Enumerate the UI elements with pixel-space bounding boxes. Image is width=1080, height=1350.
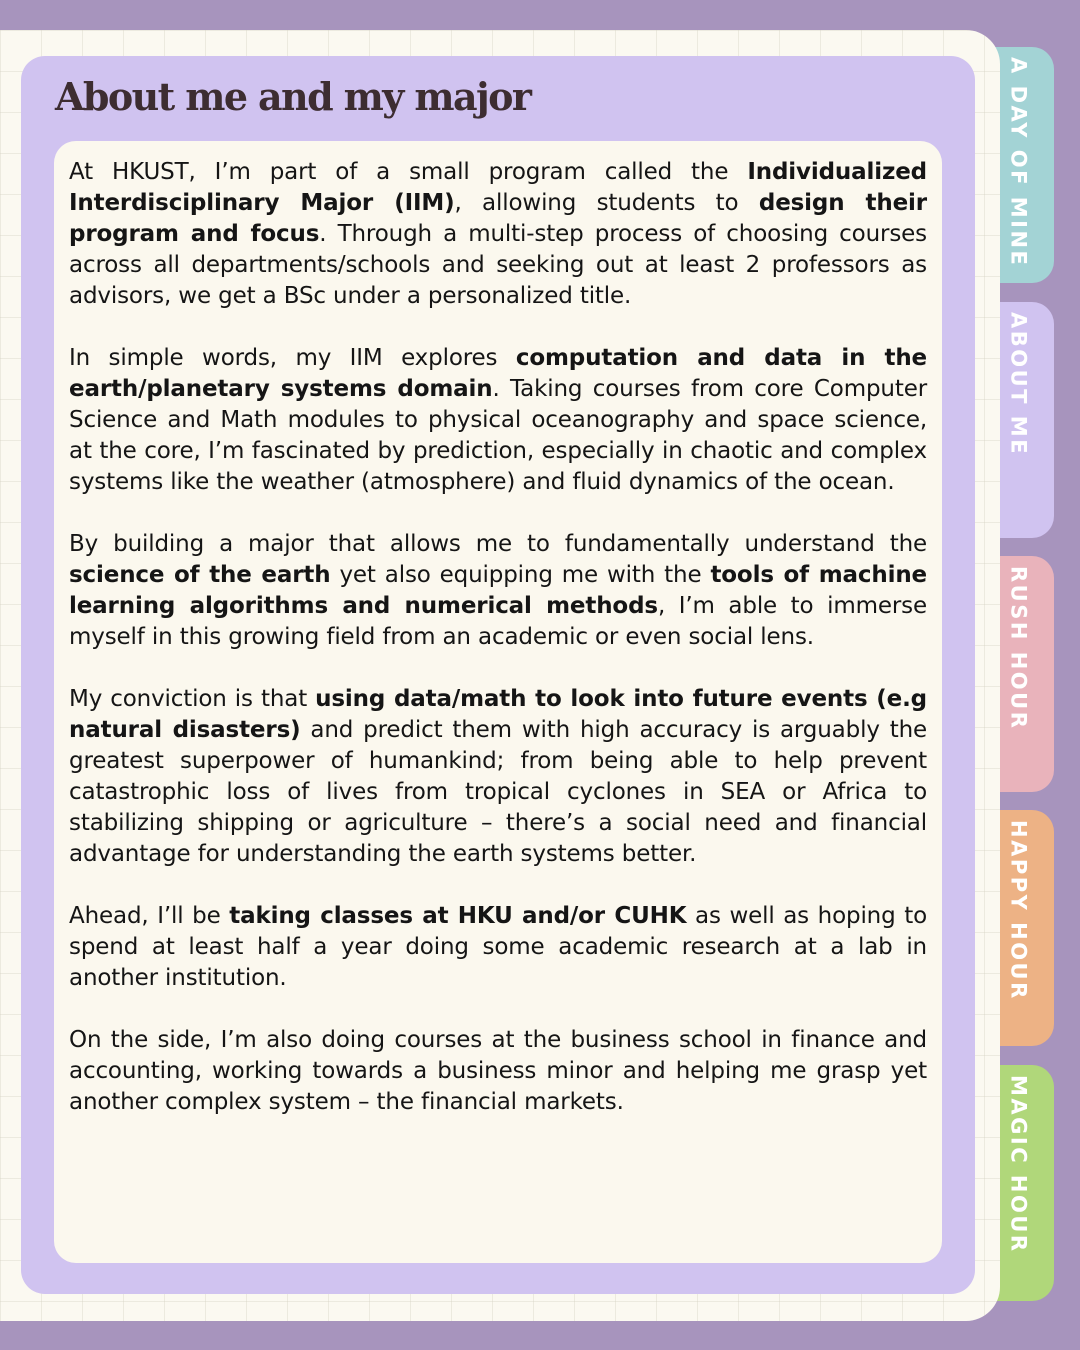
text-run: , allowing students to <box>454 190 759 216</box>
paragraph <box>69 684 927 870</box>
text-run: Ahead, I’ll be <box>69 903 230 929</box>
bold-text: using data/math to look into future events (e.g natural disasters) <box>69 686 927 743</box>
bold-text: design their program and focus <box>69 190 927 247</box>
text-run: . Through a multi-step process of choosing courses across all departments/schools and seeking out at least 2 professors as advisors, we get a BSc under a personalized title. <box>69 221 928 309</box>
paragraph <box>69 1025 927 1118</box>
bold-text: Individualized Interdisciplinary Major (IIM) <box>69 159 927 216</box>
bold-text: computation and data in the earth/planetary systems domain <box>69 345 927 402</box>
text-run: On the side, I’m also doing courses at the business school in finance and accounting, working towards a business minor and helping me grasp yet another complex system – the financial markets. <box>69 1027 927 1115</box>
text-run: By building a major that allows me to fundamentally understand the <box>69 531 927 557</box>
text-run: and predict them with high accuracy is arguably the greatest superpower of humankind; from being able to help prevent catastrophic loss of lives from tropical cyclones in SEA or Africa to stabilizing shipping or agriculture – there’s a social need and financial advantage for understanding the earth systems better. <box>69 717 927 867</box>
text-run: . Taking courses from core Computer Science and Math modules to physical oceanography and space science, at the core, I’m fascinated by prediction, especially in chaotic and complex systems like the weather (atmosphere) and fluid dynamics of the ocean. <box>69 376 927 495</box>
tab-label: MAGIC HOUR <box>1006 1075 1031 1254</box>
bold-text: tools of machine learning algorithms and numerical methods <box>69 562 928 619</box>
paragraph <box>69 529 927 653</box>
tab-label: ABOUT ME <box>1006 312 1031 457</box>
text-run: , I’m able to immerse myself in this growing field from an academic or even social lens. <box>69 593 927 650</box>
paragraph <box>69 343 927 498</box>
text-run: At HKUST, I’m part of a small program called the <box>69 159 748 185</box>
tab-label: A DAY OF MINE <box>1006 57 1031 268</box>
text-run: as well as hoping to spend at least half a year doing some academic research at a lab in another institution. <box>69 903 927 991</box>
text-run: My conviction is that <box>69 686 316 712</box>
page-title: About me and my major <box>55 74 531 119</box>
tab-label: HAPPY HOUR <box>1006 820 1031 1001</box>
bold-text: science of the earth <box>69 562 331 588</box>
tab-label: RUSH HOUR <box>1006 566 1031 731</box>
text-run: In simple words, my IIM explores <box>69 345 516 371</box>
paragraph <box>69 901 927 994</box>
bold-text: taking classes at HKU and/or CUHK <box>229 903 687 929</box>
text-run: yet also equipping me with the <box>330 562 711 588</box>
paragraph <box>69 157 927 312</box>
text-box <box>54 141 942 1263</box>
